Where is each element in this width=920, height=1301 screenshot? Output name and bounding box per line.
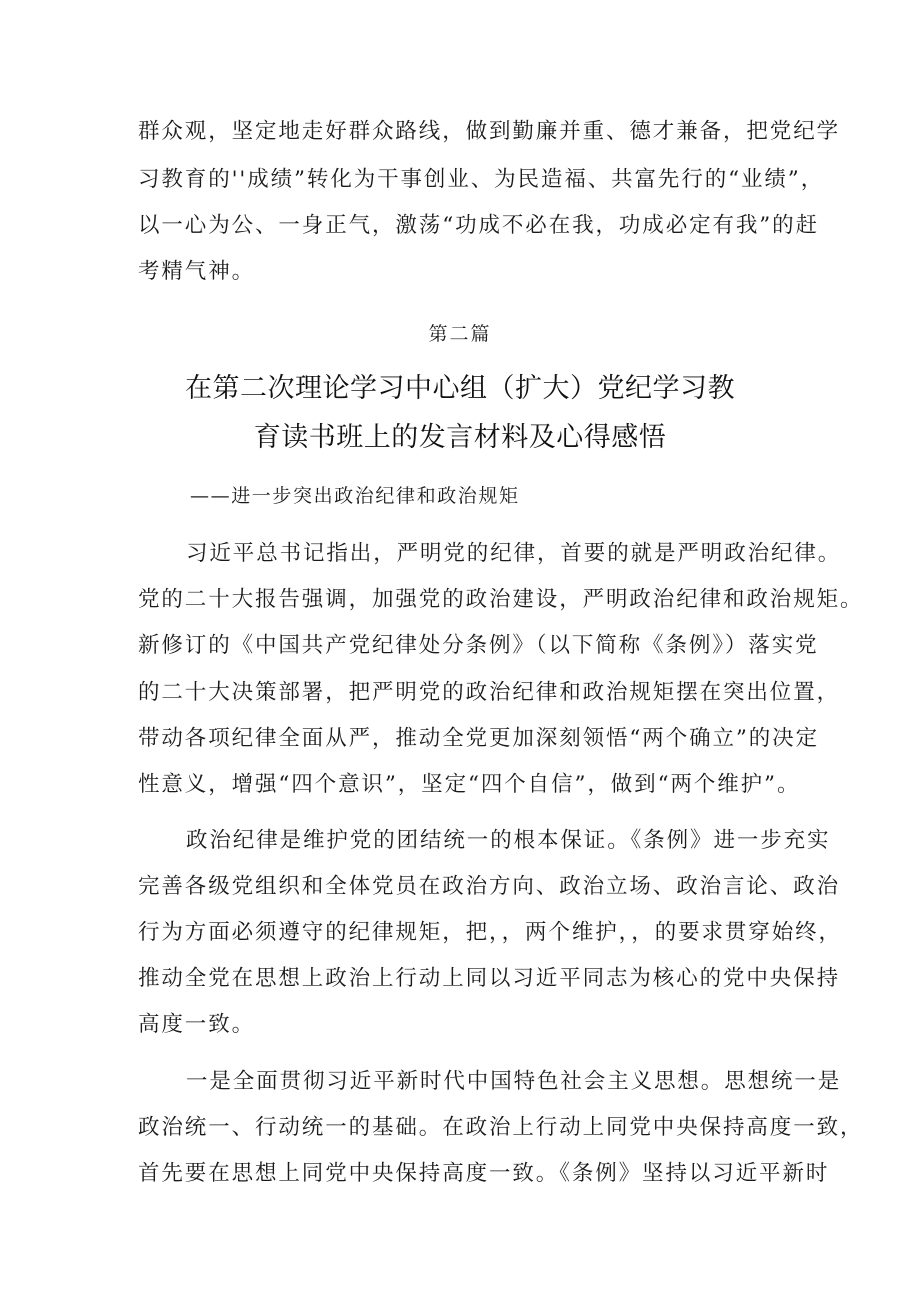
- title-line-1: 在第二次理论学习中心组（扩大）党纪学习教: [185, 373, 735, 404]
- title-line-2: 育读书班上的发言材料及心得感悟: [253, 422, 667, 453]
- paragraph2-line-2: 完善各级党组织和全体党员在政治方向、政治立场、政治言论、政治: [138, 874, 841, 899]
- paragraph1-line-5: 带动各项纪律全面从严，推动全党更加深刻领悟“两个确立”的决定: [138, 726, 819, 751]
- intro-line-3: 以一心为公、一身正气，激荡“功成不必在我，功成必定有我”的赶: [138, 213, 819, 238]
- paragraph1-line-6: 性意义，增强“四个意识”，坚定“四个自信”，做到“两个维护”。: [138, 772, 801, 797]
- paragraph1-line-4: 的二十大决策部署，把严明党的政治纪律和政治规矩摆在突出位置，: [138, 680, 841, 705]
- paragraph3-line-1: 一是全面贯彻习近平新时代中国特色社会主义思想。思想统一是: [186, 1069, 842, 1094]
- intro-line-1: 群众观，坚定地走好群众路线，做到勤廉并重、德才兼备，把党纪学: [138, 119, 841, 144]
- paragraph3-line-3: 首先要在思想上同党中央保持高度一致。《条例》坚持以习近平新时: [138, 1161, 830, 1186]
- subtitle: ——进一步突出政治纪律和政治规矩: [190, 485, 520, 507]
- paragraph2-line-1: 政治纪律是维护党的团结统一的根本保证。《条例》进一步充实: [186, 828, 831, 853]
- paragraph1-line-2: 党的二十大报告强调，加强党的政治建设，严明政治纪律和政治规矩。: [138, 587, 864, 612]
- paragraph1-line-1: 习近平总书记指出，严明党的纪律，首要的就是严明政治纪律。: [186, 541, 842, 566]
- paragraph3-line-2: 政治统一、行动统一的基础。在政治上行动上同党中央保持高度一致，: [138, 1115, 864, 1140]
- paragraph2-line-5: 高度一致。: [138, 1012, 256, 1037]
- section-label: 第二篇: [428, 323, 492, 345]
- paragraph2-line-3: 行为方面必须遵守的纪律规矩，把，，两个维护，，的要求贯穿始终，: [138, 920, 842, 945]
- intro-line-4: 考精气神。: [138, 259, 256, 284]
- paragraph2-line-4: 推动全党在思想上政治上行动上同以习近平同志为核心的党中央保持: [138, 966, 841, 991]
- intro-line-2: 习教育的''成绩”转化为干事创业、为民造福、共富先行的“业绩”，: [138, 167, 825, 192]
- paragraph1-line-3: 新修订的《中国共产党纪律处分条例》（以下简称《条例》）落实党: [138, 633, 819, 658]
